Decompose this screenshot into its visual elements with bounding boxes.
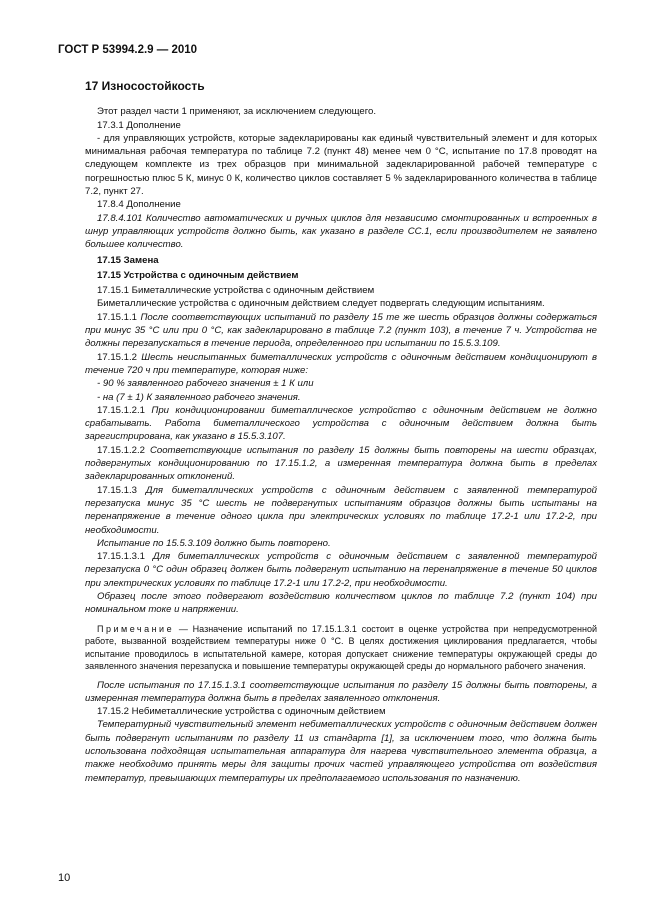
clause-text: При кондиционировании биметаллическое устройство с одиночным действием не должно срабатывать. Работа биметаллического устройства с одиночным действием должна быть зарегистрирована, как указано в 15.5.3.107.	[85, 404, 597, 443]
subsection-heading: 17.15 Замена	[97, 254, 159, 266]
paragraph	[85, 404, 597, 444]
clause-text: Соответствующие испытания по разделу 15 должны быть повторены на шести образцах, подвергнутых кондиционированию по 17.15.1.2, а измеренная температура должна быть в пределах задекларированных отклонений.	[85, 444, 597, 483]
paragraph: Образец после этого подвергают воздействию количеством циклов по таблице 7.2 (пункт 104) при номинальном токе и напряжении.	[85, 590, 597, 616]
paragraph	[85, 311, 597, 351]
paragraph: После испытания по 17.15.1.3.1 соответствующие испытания по разделу 15 должны быть повторены, а измеренная температура должна быть в пределах заявленного отклонения.	[85, 679, 597, 704]
paragraph: - для управляющих устройств, которые задекларированы как единый чувствительный элемент и для которых минимальная рабочая температура по таблице 7.2 (пункт 48) менее чем 0 °С, испытание по 17.8 проводят на следующем комплекте из трех образцов при минимальной задекларированной рабочей температуре с погрешностью плюс 5 К, минус 0 К, количество циклов составляет 5 % задекларированного количества в таблице 7.2, пункт 27.	[85, 132, 597, 198]
paragraph: Биметаллические устройства с одиночным действием следует подвергать следующим испытаниям.	[97, 298, 545, 310]
paragraph	[85, 444, 597, 484]
subsection-heading: 17.15 Устройства с одиночным действием	[97, 269, 299, 281]
paragraph: Этот раздел части 1 применяют, за исключением следующего.	[97, 106, 377, 118]
paragraph	[85, 550, 597, 590]
paragraph: 17.8.4 Дополнение	[97, 199, 181, 211]
list-item: - на (7 ± 1) К заявленного рабочего значения.	[97, 391, 301, 403]
list-item: - 90 % заявленного рабочего значения ± 1 К или	[97, 378, 314, 390]
paragraph: 17.3.1 Дополнение	[97, 119, 181, 131]
clause-number: 17.15.1.1	[97, 311, 141, 323]
clause-text: Для биметаллических устройств с одиночным действием с заявленной температурой перезапуска минус 35 °С шесть не подвергнутых испытаниям образцов должны быть испытаны на перенапряжение в течение одного цикла при электрических условиях по таблице 17.2-1 или 17.2-2, при необходимости.	[85, 484, 597, 536]
clause-number: 17.15.1.3	[97, 484, 146, 496]
note-label: Примечание	[97, 623, 175, 634]
paragraph: 17.15.1 Биметаллические устройства с одиночным действием	[97, 285, 375, 297]
clause-number: 17.15.1.2	[97, 351, 142, 363]
document-header: ГОСТ Р 53994.2.9 — 2010	[58, 44, 198, 56]
page-content	[85, 80, 597, 785]
paragraph	[85, 484, 597, 537]
paragraph: Испытание по 15.5.3.109 должно быть повторено.	[97, 537, 331, 549]
note-text: — Назначение испытаний по 17.15.1.3.1 состоит в оценке устройства при непредусмотренной работе, вызванной воздействием температуры ниже 0 °С. В целях достижения циклирования предлагается, чтобы испытание проводилось в испытательной камере, которая допускает снижение температуры окружающей среды до заявленного значения перезапуска и повышение температуры окружающей среды до нормального рабочего значения.	[85, 623, 597, 672]
section-title: 17 Износостойкость	[85, 79, 205, 93]
clause-number: 17.15.1.3.1	[97, 551, 153, 563]
paragraph: Температурный чувствительный элемент небиметаллических устройств с одиночным действием должен быть подвергнут испытаниям по разделу 11 из стандарта [1], за исключением того, что должна быть использована подходящая испытательная аппаратура для нагрева чувствительного элемента образца, а также необходимо принять меры для защиты прочих частей управляющего устройства от воздействия температур, превышающих температуры их предполагаемого использования по назначению.	[85, 719, 597, 784]
paragraph: 17.15.2 Небиметаллические устройства с одиночным действием	[97, 706, 386, 718]
clause-number: 17.15.1.2.1	[97, 404, 152, 416]
paragraph: 17.8.4.101 Количество автоматических и ручных циклов для независимо смонтированных и встроенных в шнур управляющих устройств должно быть, как указано в разделе СС.1, если производителем не заявлено большее количество.	[85, 212, 597, 251]
page-number: 10	[58, 872, 71, 884]
clause-text: Для биметаллических устройств с одиночным действием с заявленной температурой перезапуска 0 °С один образец должен быть подвергнут испытанию на перенапряжение в течение 50 циклов при электрических условиях по таблице 17.2-1 или 17.2-2, при необходимости.	[85, 551, 597, 589]
paragraph	[85, 351, 597, 378]
clause-text: Шесть неиспытанных биметаллических устройств с одиночным действием кондиционируют в течение 720 ч при температуре, которая ниже:	[85, 351, 597, 376]
clause-number: 17.15.1.2.2	[97, 444, 150, 456]
clause-text: После соответствующих испытаний по разделу 15 те же шесть образцов должны содержаться при минус 35 °С или при 0 °С, как задекларировано в таблице 7.2 (пункт 103), в течение 7 ч. Устройства не должны перезапускаться в течение периода, определенного при испытании по 15.5.3.109.	[85, 311, 597, 350]
note	[85, 623, 597, 673]
